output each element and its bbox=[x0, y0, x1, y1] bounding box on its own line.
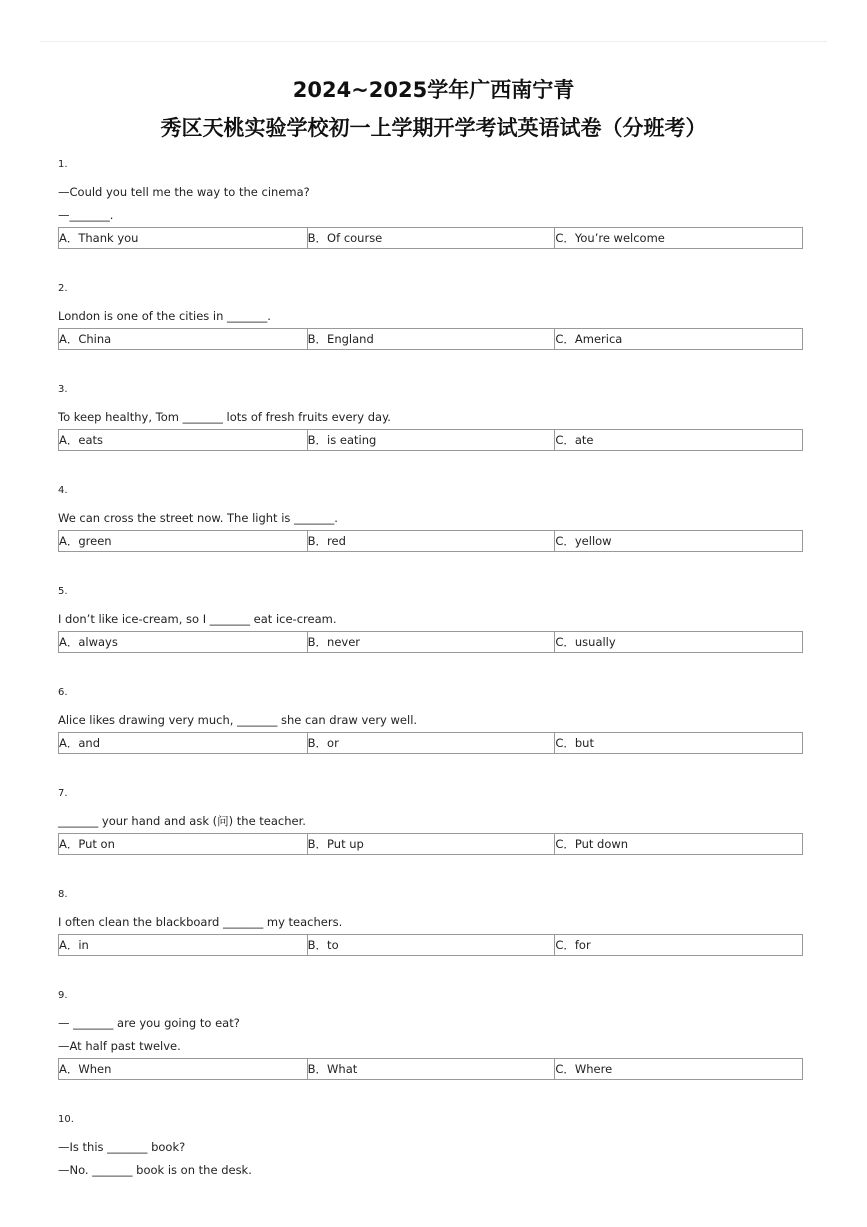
options-row bbox=[58, 227, 803, 249]
question-2 bbox=[58, 283, 803, 350]
question-stem-line: I often clean the blackboard _______ my teachers. bbox=[58, 915, 343, 929]
option-b[interactable]: B．England bbox=[307, 329, 555, 349]
options-row bbox=[58, 833, 803, 855]
options-row bbox=[58, 732, 803, 754]
question-number: 9. bbox=[58, 990, 68, 1001]
option-c[interactable]: C．but bbox=[554, 733, 802, 753]
option-b[interactable]: B．Put up bbox=[307, 834, 555, 854]
options-row bbox=[58, 530, 803, 552]
exam-title-line-1: 2024~2025学年广西南宁青 bbox=[292, 78, 575, 102]
question-number: 10. bbox=[58, 1114, 74, 1125]
option-c[interactable]: C．yellow bbox=[554, 531, 802, 551]
header-divider bbox=[40, 41, 827, 42]
option-b[interactable]: B．is eating bbox=[307, 430, 555, 450]
question-stem-line: —No. _______ book is on the desk. bbox=[58, 1163, 252, 1177]
question-stem-line: Alice likes drawing very much, _______ she can draw very well. bbox=[58, 713, 418, 727]
options-row bbox=[58, 631, 803, 653]
option-b[interactable]: B．never bbox=[307, 632, 555, 652]
question-stem-line: —Could you tell me the way to the cinema? bbox=[58, 185, 310, 199]
question-number: 2. bbox=[58, 283, 68, 294]
question-stem-line: —Is this _______ book? bbox=[58, 1140, 186, 1154]
question-number: 8. bbox=[58, 889, 68, 900]
question-6 bbox=[58, 687, 803, 754]
option-b[interactable]: B．or bbox=[307, 733, 555, 753]
question-7 bbox=[58, 788, 803, 855]
option-c[interactable]: C．ate bbox=[554, 430, 802, 450]
question-stem-line: London is one of the cities in _______. bbox=[58, 309, 271, 323]
question-stem-line: _______ your hand and ask (问) the teacher. bbox=[58, 814, 306, 828]
question-3 bbox=[58, 384, 803, 451]
options-row bbox=[58, 328, 803, 350]
question-number: 4. bbox=[58, 485, 68, 496]
option-a[interactable]: A．Put on bbox=[59, 837, 115, 851]
question-4 bbox=[58, 485, 803, 552]
option-a[interactable]: A．green bbox=[59, 534, 112, 548]
options-row bbox=[58, 1058, 803, 1080]
question-9 bbox=[58, 990, 803, 1080]
question-number: 5. bbox=[58, 586, 68, 597]
option-a[interactable]: A．China bbox=[59, 332, 112, 346]
question-number: 6. bbox=[58, 687, 68, 698]
option-b[interactable]: B．Of course bbox=[307, 228, 555, 248]
question-stem-line: — _______ are you going to eat? bbox=[58, 1016, 240, 1030]
option-c[interactable]: C．for bbox=[554, 935, 802, 955]
question-number: 1. bbox=[58, 159, 68, 170]
option-a[interactable]: A．and bbox=[59, 736, 101, 750]
option-c[interactable]: C．Where bbox=[554, 1059, 802, 1079]
option-b[interactable]: B．What bbox=[307, 1059, 555, 1079]
option-a[interactable]: A．always bbox=[59, 635, 118, 649]
question-stem-line: We can cross the street now. The light is _______. bbox=[58, 511, 338, 525]
question-1 bbox=[58, 159, 803, 249]
options-row bbox=[58, 429, 803, 451]
option-a[interactable]: A．in bbox=[59, 938, 89, 952]
option-a[interactable]: A．Thank you bbox=[59, 231, 139, 245]
question-stem-line: I don’t like ice-cream, so I _______ eat ice-cream. bbox=[58, 612, 337, 626]
option-a[interactable]: A．When bbox=[59, 1062, 112, 1076]
option-c[interactable]: C．usually bbox=[554, 632, 802, 652]
question-number: 3. bbox=[58, 384, 68, 395]
option-c[interactable]: C．America bbox=[554, 329, 802, 349]
option-c[interactable]: C．Put down bbox=[554, 834, 802, 854]
question-number: 7. bbox=[58, 788, 68, 799]
question-stem-line: —_______. bbox=[58, 208, 114, 222]
question-stem-line: To keep healthy, Tom _______ lots of fresh fruits every day. bbox=[58, 410, 391, 424]
option-c[interactable]: C．You’re welcome bbox=[554, 228, 802, 248]
exam-title-line-2: 秀区天桃实验学校初一上学期开学考试英语试卷（分班考） bbox=[160, 116, 707, 140]
question-10 bbox=[58, 1114, 803, 1182]
options-row bbox=[58, 934, 803, 956]
option-a[interactable]: A．eats bbox=[59, 433, 103, 447]
question-stem-line: —At half past twelve. bbox=[58, 1039, 181, 1053]
option-b[interactable]: B．red bbox=[307, 531, 555, 551]
option-b[interactable]: B．to bbox=[307, 935, 555, 955]
question-8 bbox=[58, 889, 803, 956]
question-5 bbox=[58, 586, 803, 653]
